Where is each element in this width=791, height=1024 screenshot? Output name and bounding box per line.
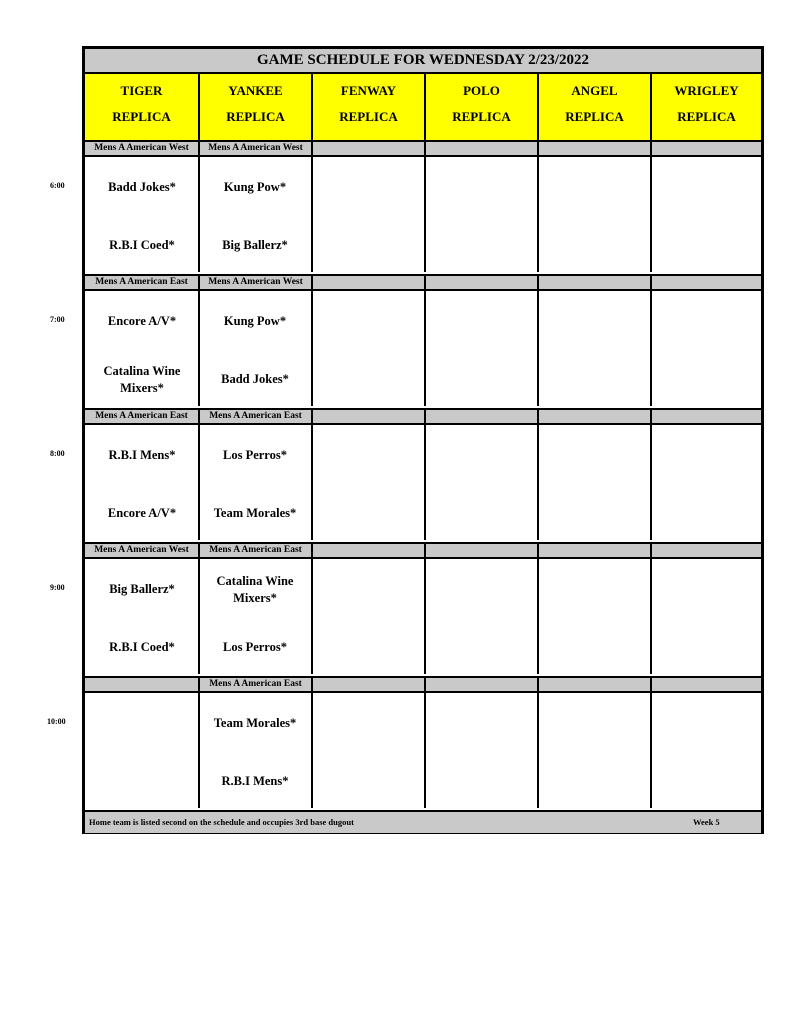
column-divider xyxy=(424,291,426,406)
column-divider xyxy=(537,157,539,272)
division-label xyxy=(650,410,761,423)
field-header-1 xyxy=(198,74,311,140)
division-label xyxy=(424,142,537,155)
column-divider xyxy=(311,559,313,674)
time-slot-block xyxy=(85,693,761,808)
column-divider xyxy=(537,425,539,540)
field-subtitle: REPLICA xyxy=(452,109,511,124)
column-divider xyxy=(311,425,313,540)
division-label xyxy=(85,678,198,691)
division-label xyxy=(650,678,761,691)
away-team: Kung Pow* xyxy=(223,180,287,194)
division-label xyxy=(424,276,537,289)
column-divider xyxy=(198,425,200,540)
field-name: FENWAY xyxy=(340,83,397,98)
division-label xyxy=(311,410,424,423)
schedule-title: GAME SCHEDULE FOR WEDNESDAY 2/23/2022 xyxy=(85,49,761,74)
column-divider xyxy=(424,559,426,674)
time-slot-block xyxy=(85,425,761,540)
slot-time: 9:00 xyxy=(50,583,65,592)
footer-bar xyxy=(85,810,761,833)
division-label xyxy=(311,544,424,557)
slot-time: 7:00 xyxy=(50,315,65,324)
home-team: Encore A/V* xyxy=(107,506,177,520)
home-team: R.B.I Mens* xyxy=(221,774,289,788)
column-divider xyxy=(311,693,313,808)
away-team: Encore A/V* xyxy=(107,314,177,328)
home-team: Catalina Wine Mixers* xyxy=(103,364,181,395)
field-name: POLO xyxy=(463,83,500,98)
slot-time: 10:00 xyxy=(47,717,66,726)
week-label: Week 5 xyxy=(693,817,720,827)
field-name: YANKEE xyxy=(228,83,283,98)
column-divider xyxy=(537,693,539,808)
division-label xyxy=(424,410,537,423)
away-team: Los Perros* xyxy=(223,448,287,462)
field-subtitle: REPLICA xyxy=(565,109,624,124)
division-label: Mens A American West xyxy=(94,143,189,153)
time-slot-block xyxy=(85,157,761,272)
division-label: Mens A American West xyxy=(198,276,311,289)
column-divider xyxy=(537,559,539,674)
home-team: R.B.I Coed* xyxy=(109,238,175,252)
division-label: Mens A American West xyxy=(94,545,189,555)
column-divider xyxy=(198,693,200,808)
footer-note: Home team is listed second on the schedule and occupies 3rd base dugout xyxy=(89,817,354,827)
field-name: ANGEL xyxy=(571,83,618,98)
column-divider xyxy=(537,291,539,406)
slot-time: 6:00 xyxy=(50,181,65,190)
division-label xyxy=(537,410,650,423)
division-label xyxy=(537,678,650,691)
column-divider xyxy=(424,425,426,540)
division-label: Mens A American West xyxy=(198,142,311,155)
slot-time: 8:00 xyxy=(50,449,65,458)
field-header-5 xyxy=(650,74,761,140)
home-team: Team Morales* xyxy=(213,506,297,520)
column-divider xyxy=(650,693,652,808)
division-label xyxy=(537,544,650,557)
away-team: R.B.I Mens* xyxy=(108,448,176,462)
home-team: Los Perros* xyxy=(223,640,287,654)
field-name: TIGER xyxy=(120,83,163,98)
column-divider xyxy=(311,157,313,272)
division-label xyxy=(650,544,761,557)
division-label xyxy=(311,678,424,691)
division-label: Mens A American East xyxy=(198,410,311,423)
column-divider xyxy=(650,157,652,272)
field-subtitle: REPLICA xyxy=(677,109,736,124)
division-label xyxy=(424,544,537,557)
field-header-0 xyxy=(85,74,198,140)
division-label xyxy=(311,142,424,155)
field-header-4 xyxy=(537,74,650,140)
division-label xyxy=(650,276,761,289)
division-label xyxy=(424,678,537,691)
column-divider xyxy=(650,425,652,540)
column-divider xyxy=(424,693,426,808)
away-team: Catalina Wine Mixers* xyxy=(216,574,294,605)
home-team: Big Ballerz* xyxy=(222,238,288,252)
away-team: Team Morales* xyxy=(213,716,297,730)
column-divider xyxy=(198,291,200,406)
division-label: Mens A American East xyxy=(198,544,311,557)
schedule-sheet xyxy=(82,46,764,834)
division-label xyxy=(650,142,761,155)
field-header-3 xyxy=(424,74,537,140)
division-label xyxy=(537,276,650,289)
away-team: Kung Pow* xyxy=(223,314,287,328)
away-team: Badd Jokes* xyxy=(108,180,176,194)
home-team: R.B.I Coed* xyxy=(109,640,175,654)
column-divider xyxy=(311,291,313,406)
division-label: Mens A American East xyxy=(95,277,188,287)
home-team: Badd Jokes* xyxy=(221,372,289,386)
column-divider xyxy=(198,157,200,272)
division-label: Mens A American East xyxy=(198,678,311,691)
field-subtitle: REPLICA xyxy=(112,109,171,124)
division-label xyxy=(537,142,650,155)
column-divider xyxy=(650,559,652,674)
column-divider xyxy=(650,291,652,406)
field-name: WRIGLEY xyxy=(674,83,739,98)
division-label xyxy=(311,276,424,289)
division-label: Mens A American East xyxy=(95,411,188,421)
away-team: Big Ballerz* xyxy=(109,582,175,596)
field-subtitle: REPLICA xyxy=(339,109,398,124)
field-subtitle: REPLICA xyxy=(226,109,285,124)
time-slot-block xyxy=(85,559,761,674)
column-divider xyxy=(424,157,426,272)
field-header-2 xyxy=(311,74,424,140)
